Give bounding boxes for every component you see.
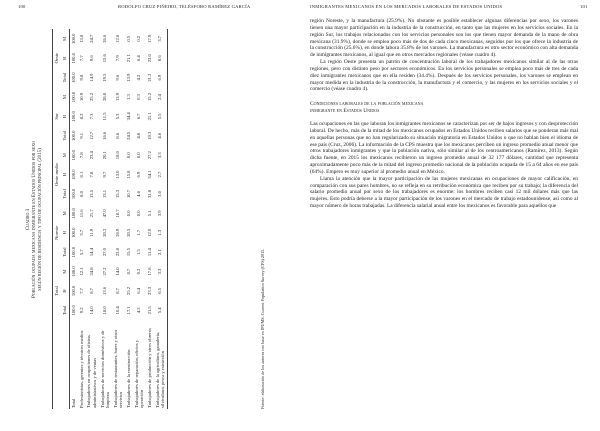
table-cell: 24.8 xyxy=(89,267,95,276)
table-row xyxy=(146,29,154,409)
table-cell: 0.5 xyxy=(125,35,131,42)
page-number-right: 101 xyxy=(580,4,588,9)
table-cell: 21.1 xyxy=(125,54,131,63)
table-row xyxy=(85,29,98,409)
table-cell: 34.1 xyxy=(146,170,152,179)
table-cell: 31.8 xyxy=(146,189,152,198)
table-cell: 3.3 xyxy=(153,262,167,281)
table-cell: 23.4 xyxy=(89,151,95,160)
table-cell: 14.9 xyxy=(89,73,95,82)
table-cell: 5.5 xyxy=(153,107,167,126)
table-cell: 23.3 xyxy=(146,286,152,295)
region-header-row xyxy=(53,29,61,409)
table-cell: 0.0 xyxy=(136,152,142,159)
table-cell: 12.1 xyxy=(78,267,84,276)
running-head-right: INMIGRANTES MEXICANOS EN LOS MERCADOS LABORALES DE ESTADOS UNIDOS xyxy=(310,4,503,9)
table-cell: 7.8 xyxy=(78,152,84,159)
table-cell: 0.2 xyxy=(136,268,142,275)
table-cell: 3.3 xyxy=(153,145,167,164)
table-cell: 12.0 xyxy=(146,228,152,237)
table-row xyxy=(98,29,111,409)
table-cell: 19.5 xyxy=(102,73,108,82)
table-cell: 8.7 xyxy=(89,288,95,294)
table-cell: 10.9 xyxy=(78,92,84,102)
table-cell: 10.7 xyxy=(125,189,131,198)
table-cell: 21.1 xyxy=(146,112,152,121)
body-text xyxy=(310,18,578,210)
table-cell: 13.8 xyxy=(78,34,84,43)
table-cell: 3.7 xyxy=(153,29,167,49)
table-cell: 6.9 xyxy=(153,68,167,87)
table-row xyxy=(125,29,133,409)
table-cell: 24.5 xyxy=(125,131,131,140)
table-cell: 13.1 xyxy=(102,189,108,198)
table-cell: 22.8 xyxy=(115,248,121,257)
table-cell: 7.7 xyxy=(78,288,84,294)
table-cell: 13.5 xyxy=(89,189,95,198)
subheader-total: Total xyxy=(61,301,69,320)
table-cell: 10.4 xyxy=(115,306,121,315)
table-cell: 0.3 xyxy=(136,94,142,100)
table-cell: 20.1 xyxy=(102,151,108,160)
rotated-table-content xyxy=(22,22,292,417)
table-cell: 11.4 xyxy=(146,248,152,257)
table-cell: 26.6 xyxy=(102,34,108,43)
table-row xyxy=(77,29,85,409)
table-title-line-2: según región de residencia y tipo de ocupación principal (2015) xyxy=(38,148,43,291)
table-cell: 8.0 xyxy=(78,191,84,197)
table-row xyxy=(112,29,125,409)
table-cell: 27.2 xyxy=(146,151,152,160)
table-cell: 4.6 xyxy=(136,191,142,197)
table-cell: 3.7 xyxy=(78,229,84,236)
table-cell: 15.3 xyxy=(115,189,121,198)
table-cell: 2.4 xyxy=(153,87,167,106)
table-cell: 0.0 xyxy=(125,152,131,159)
subheader-m: M xyxy=(61,29,69,49)
table-cell: 100.0 xyxy=(70,266,76,277)
table-cell: 1.3 xyxy=(153,223,167,242)
row-label: Trabajadores de reparación, oficios y operación xyxy=(133,339,145,408)
table-cell: 5.1 xyxy=(146,210,152,217)
table-cell: 19.3 xyxy=(146,131,152,140)
table-cell: 18.0 xyxy=(102,306,108,315)
table-cell: 7.7 xyxy=(78,55,84,62)
table-cell: 1.3 xyxy=(125,94,131,100)
subheader-h: H xyxy=(61,107,69,126)
table-cell: 8.2 xyxy=(78,113,84,120)
table-cell: 100.0 xyxy=(70,305,76,316)
row-label: Profesionistas, gerentes y técnicos medios xyxy=(78,330,84,408)
table-cell: 100.0 xyxy=(70,150,76,161)
table-cell: 27.2 xyxy=(102,267,108,276)
table-cell: 7.3 xyxy=(89,113,95,120)
row-label: Trabajadores de restaurantes, bares y otros servicios xyxy=(112,329,124,408)
subheader-h: H xyxy=(61,49,69,68)
right-page xyxy=(300,0,600,431)
table-cell: 5.3 xyxy=(115,113,121,120)
table-cell: 20.2 xyxy=(102,228,108,237)
table-row xyxy=(153,29,167,409)
table-cell: 11.5 xyxy=(102,112,108,121)
table-cell: 8.1 xyxy=(78,171,84,178)
table-cell: 15.2 xyxy=(146,92,152,102)
table-cell: 18.0 xyxy=(115,151,121,160)
paragraph-1: región Noreste, y la manufactura (25.9%). No obstante es posible establecer algunas diferencias por sexo, los varones tienen una mayor participación en la industria de la construcción, en tanto que las mujeres en los servicios sociales. En la región Sur, los trabajos relacionados con los servicios personales son los que tienen mayor demanda de la mano de obra mexicana (31.9%), donde se emplea poco más de dos de cada cinco mexicanas, seguidos por los que ofrece la industria de la construcción (25.6%), en donde labora 35.8% de los varones. La manufactura es otro sector económico con alta demanda de inmigrantes mexicanos, al igual que en otros mercados regionales (véase cuadro 4). xyxy=(310,18,578,59)
table-cell: 5.7 xyxy=(78,249,84,256)
table-cell: 8.6 xyxy=(153,49,167,68)
table-cell: 15.8 xyxy=(125,170,131,179)
table-cell: 100.0 xyxy=(70,188,76,200)
table-cell: 3.9 xyxy=(153,204,167,223)
table-cell: 2.1 xyxy=(153,242,167,261)
table-cell: 4.3 xyxy=(136,307,142,314)
table-cell: 100.0 xyxy=(70,285,76,297)
table-cell: 11.9 xyxy=(89,228,95,237)
region-noreste: Noreste xyxy=(53,204,61,262)
table-row xyxy=(69,29,77,409)
table-cell: 9.6 xyxy=(89,55,95,62)
table-cell: 14.4 xyxy=(89,248,95,257)
subheader-h: H xyxy=(61,223,69,242)
table-cell: 100.0 xyxy=(70,33,76,44)
subheader-total: Total xyxy=(61,126,69,145)
table-cell: 13.9 xyxy=(125,73,131,82)
table-cell: 13.6 xyxy=(102,286,108,295)
table-cell: 100.0 xyxy=(70,227,76,238)
table-cell: 4.2 xyxy=(136,74,142,81)
table-cell: 47.0 xyxy=(102,209,108,218)
table-cell: 15.5 xyxy=(125,248,131,257)
row-label: Trabajadores de la agricultura, ganadería, silvicultura, pesca y extracción xyxy=(153,320,167,409)
table-cell: 27.0 xyxy=(102,248,108,257)
region-oeste: Oeste xyxy=(53,29,61,87)
table-cell: 6.7 xyxy=(136,113,142,120)
table-caption xyxy=(26,22,44,417)
table-cell: 1.5 xyxy=(136,249,142,256)
table-cell: 23.0 xyxy=(146,54,152,63)
table-cell: 11.6 xyxy=(78,209,84,218)
table-cell: 17.9 xyxy=(146,34,152,43)
table-cell: 16.6 xyxy=(102,131,108,140)
table-cell: 7.9 xyxy=(115,55,121,62)
table-cell: 24.7 xyxy=(89,34,95,43)
table-cell: 8.7 xyxy=(115,288,121,294)
table-cell: 14.0 xyxy=(89,306,95,315)
table-cell: 21.7 xyxy=(89,209,95,218)
table-cell: 0.0 xyxy=(125,210,131,217)
table-cell: 9.6 xyxy=(115,74,121,81)
table-cell: 14.0 xyxy=(115,267,121,276)
table-cell: 8.6 xyxy=(115,132,121,139)
table-cell: 25.2 xyxy=(89,92,95,102)
table-cell: 2.7 xyxy=(153,165,167,184)
subheader-total: Total xyxy=(61,68,69,87)
running-head-left: RODOLFO CRUZ PIÑEIRO, TELÉSFORO RAMÍREZ GARCÍA xyxy=(118,4,251,9)
table-cell: 100.0 xyxy=(70,111,76,122)
subheader-m: M xyxy=(61,204,69,223)
table-cell: 10.7 xyxy=(115,209,121,218)
table-cell: 25.2 xyxy=(125,286,131,295)
table-cell: 100.0 xyxy=(70,72,76,83)
subheader-h: H xyxy=(61,165,69,184)
section-title-line-1: Condiciones laborales de la población mexicana xyxy=(310,101,424,108)
table-cell: 3.0 xyxy=(153,184,167,203)
table-label: Cuadro 3 xyxy=(26,208,31,231)
rotated-table-area xyxy=(22,22,292,417)
table-cell: 6.5 xyxy=(153,281,167,300)
table-cell: 5.4 xyxy=(153,301,167,320)
paragraph-3: Las ocupaciones en las que laboran los inmigrantes mexicanos se caracterizan por ser de bajos ingresos y con desprotección laboral. De hecho, más de la mitad de los mexicanos ocupados en Estados Unidos reciben salarios que se ponderan más mal en aquellas personas que no han regularizado su situación migratoria en Estados Unidos o que no hablan bien el idioma de ese país (Cruz, 2006). La información de la CPS muestra que los mexicanos perciben un ingreso promedio anual menor que otros trabajadores inmigrantes y que la población nativa, sólo similar al de los centroamericanos (Ramírez, 2013). Según dicha fuente, en 2015 los mexicanos recibieron un ingreso promedio anual de 32 177 dólares, cantidad que representa aproximadamente poco más de la mitad del ingreso promedio nacional de la población ocupada de 15 a 64 años en ese país (64%). Empero es muy superior al promedio anual en México. xyxy=(310,120,578,175)
table-cell: 6.9 xyxy=(136,171,142,178)
table-cell: 9.7 xyxy=(102,171,108,178)
subheader-total: Total xyxy=(61,184,69,203)
table-cell: 34.4 xyxy=(125,112,131,121)
row-label: Trabajadores en ocupaciones de oficina, administrativos y de ventas xyxy=(86,334,97,408)
table-cell: 21.5 xyxy=(146,306,152,315)
table-cell: 100.0 xyxy=(70,91,76,103)
table-body xyxy=(69,29,167,409)
table-cell: 6.4 xyxy=(136,288,142,294)
table-row xyxy=(132,29,145,409)
region-total: Total xyxy=(53,262,61,320)
table-cell: 0.2 xyxy=(136,35,142,42)
table-cell: 0.0 xyxy=(136,210,142,217)
paragraph-2: La región Oeste presenta un patrón de concentración laboral de los trabajadores mexicanos similar al de las otras regiones, pero con distinto peso por sectores económicos. En los servicios personales se emplea poco más de tres de cada diez inmigrantes mexicanos que en ella residen (34.4%). Después de los servicios personales, los varones se emplean en mayor medida en la industria de la construcción, la manufactura y el comercio, y las mujeres en los servicios sociales y el comercio (véase cuadro 4). xyxy=(310,59,578,93)
subheader-m: M xyxy=(61,262,69,281)
table-cell: 100.0 xyxy=(70,169,76,180)
paragraph-4: Llama la atención que la mayor participación de las mujeres mexicanas en ocupaciones de mayor calificación, en comparación con sus pares hombres, no se refleja en su retribución económica que reciben por su trabajo; la diferencia del salario promedio anual por sexo de los trabajadores es enorme: los hombres reciben casi 12 mil dólares más que las mujeres. Esto podría deberse a la mayor participación de los varones en el mercado de trabajo estadounidense, así como al mayor número de horas trabajadas. La diferencia salarial anual entre los mexicanos es favorable para aquellos que xyxy=(310,175,578,210)
table-cell: 26.9 xyxy=(115,228,121,237)
subheader-m: M xyxy=(61,87,69,106)
table-cell: 4.8 xyxy=(136,132,142,139)
table-cell: 100.0 xyxy=(70,246,76,258)
subheader-row xyxy=(61,29,69,409)
table-cell: 9.8 xyxy=(78,74,84,81)
table-cell: 20.5 xyxy=(125,228,131,237)
region-sur: Sur xyxy=(53,87,61,145)
row-label: Trabajadores de producción y otros obreros xyxy=(146,328,152,408)
subheader-total: Total xyxy=(61,242,69,261)
subheader-h: H xyxy=(61,281,69,300)
table-cell: 15.6 xyxy=(102,54,108,63)
section-title-line-2: inmigrante en Estados Unidos xyxy=(310,108,380,115)
table-cell: 21.2 xyxy=(146,73,152,82)
table-cell: 100.0 xyxy=(70,208,76,219)
table-cell: 100.0 xyxy=(70,130,76,141)
table-cell: 13.0 xyxy=(115,170,121,179)
row-label: Trabajadores de la construcción xyxy=(125,349,131,408)
table-cell: 7.8 xyxy=(89,171,95,178)
section-title xyxy=(310,101,578,115)
occupation-table xyxy=(52,29,168,409)
table-cell: 28.8 xyxy=(102,92,108,102)
table-cell: 4.6 xyxy=(153,126,167,145)
table-title-line-1: Población ocupada mexicana inmigrante en Estados Unidos por sexo xyxy=(32,141,37,298)
table-cell: 1.7 xyxy=(136,229,142,236)
table-cell: 12.7 xyxy=(89,131,95,140)
page-number-left: 100 xyxy=(18,4,26,9)
row-label: Trabajadores de servicios domésticos y de limpieza xyxy=(99,330,110,408)
table-cell: 9.2 xyxy=(78,307,84,314)
table-cell: 17.8 xyxy=(146,267,152,276)
table-cell: 100.0 xyxy=(70,53,76,64)
region-oeste-medio: Oeste medio xyxy=(53,145,61,203)
table-cell: 9.1 xyxy=(78,132,84,139)
table-cell: 12.6 xyxy=(115,34,121,43)
row-label: Total xyxy=(70,398,76,408)
table-source: Fuente: elaboración de los autores con base en IPUMS. Current Population Survey (CPS) 2015. xyxy=(260,248,265,409)
subheader-m: M xyxy=(61,145,69,164)
table-cell: 6.4 xyxy=(136,55,142,62)
table-cell: 17.1 xyxy=(125,306,131,315)
table-cell: 0.7 xyxy=(125,268,131,275)
table-cell: 13.9 xyxy=(115,92,121,102)
